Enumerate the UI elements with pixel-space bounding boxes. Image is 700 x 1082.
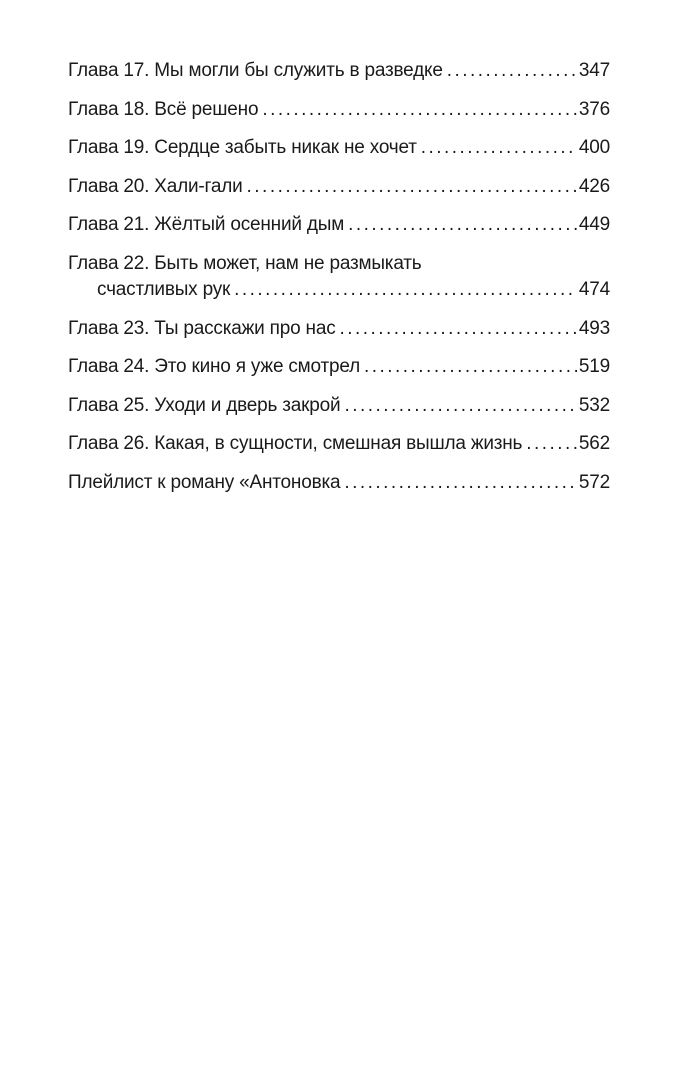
toc-entry-title: Глава 20. Хали-гали xyxy=(68,175,243,197)
dot-leader xyxy=(364,354,577,380)
toc-entry-chapter-26[interactable] xyxy=(68,431,610,470)
toc-entry-title: Глава 26. Какая, в сущности, смешная вышла жизнь xyxy=(68,433,523,455)
toc-entry-page: 347 xyxy=(578,60,610,81)
toc-entry-title: Глава 17. Мы могли бы служить в разведке xyxy=(68,60,443,81)
toc-entry-page: 449 xyxy=(578,214,610,236)
toc-entry-chapter-19[interactable] xyxy=(68,135,610,174)
toc-entry-page: 400 xyxy=(578,137,610,159)
toc-entry-page: 376 xyxy=(578,98,610,120)
dot-leader xyxy=(234,277,577,303)
table-of-contents xyxy=(68,58,610,509)
dot-leader xyxy=(344,393,576,419)
toc-entry-chapter-21[interactable] xyxy=(68,212,610,251)
toc-entry-playlist[interactable] xyxy=(68,470,610,509)
toc-entry-title: Глава 19. Сердце забыть никак не хочет xyxy=(68,137,417,159)
dot-leader xyxy=(348,212,577,238)
toc-entry-chapter-22[interactable] xyxy=(68,251,610,316)
dot-leader xyxy=(344,470,577,496)
toc-entry-page: 572 xyxy=(578,471,610,493)
toc-entry-title: Глава 24. Это кино я уже смотрел xyxy=(68,356,360,378)
toc-entry-title: Глава 25. Уходи и дверь закрой xyxy=(68,394,341,416)
toc-entry-page: 493 xyxy=(578,317,610,339)
toc-entry-chapter-17[interactable] xyxy=(68,58,610,97)
dot-leader xyxy=(340,316,577,342)
toc-entry-page: 426 xyxy=(578,175,610,197)
toc-entry-page: 474 xyxy=(578,278,610,300)
toc-entry-title: Глава 23. Ты расскажи про нас xyxy=(68,317,336,339)
toc-entry-page: 532 xyxy=(578,394,610,416)
dot-leader xyxy=(526,431,577,457)
toc-entry-title: Глава 22. Быть может, нам не размыкать xyxy=(68,252,422,274)
toc-entry-chapter-24[interactable] xyxy=(68,354,610,393)
toc-entry-title-continuation: счастливых рук xyxy=(97,278,231,300)
toc-entry-page: 562 xyxy=(578,433,610,455)
dot-leader xyxy=(421,135,577,161)
dot-leader xyxy=(447,58,577,84)
toc-entry-title: Глава 21. Жёлтый осенний дым xyxy=(68,214,345,236)
toc-entry-title: Глава 18. Всё решено xyxy=(68,98,259,120)
dot-leader xyxy=(247,174,577,200)
toc-entry-chapter-25[interactable] xyxy=(68,393,610,432)
toc-entry-chapter-23[interactable] xyxy=(68,316,610,355)
dot-leader xyxy=(262,97,577,123)
toc-entry-chapter-18[interactable] xyxy=(68,97,610,136)
toc-entry-page: 519 xyxy=(578,356,610,378)
toc-entry-title: Плейлист к роману «Антоновка xyxy=(68,471,341,493)
toc-entry-chapter-20[interactable] xyxy=(68,174,610,213)
